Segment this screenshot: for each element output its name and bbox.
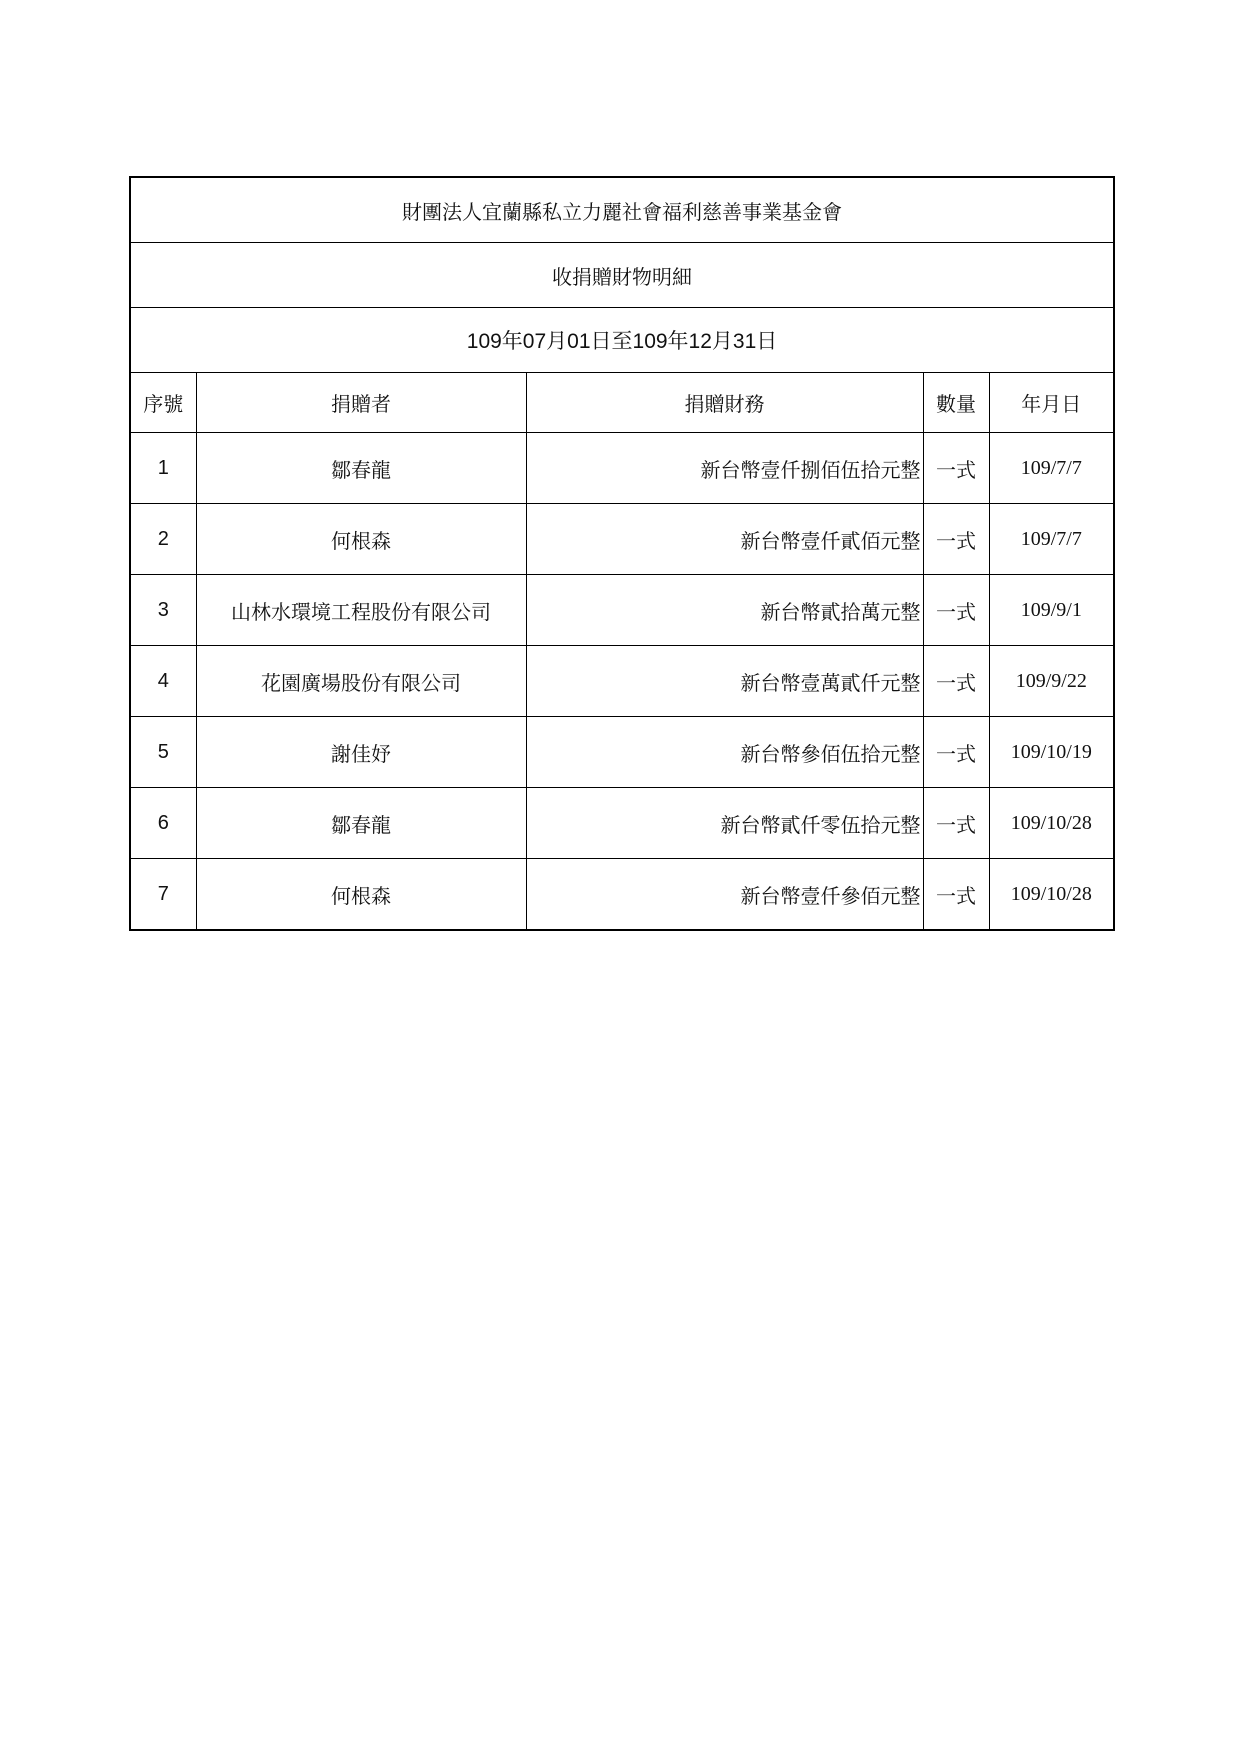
- row-quantity: 一式: [923, 646, 989, 717]
- row-donated-item: 新台幣壹仟貳佰元整: [526, 504, 923, 575]
- table-row: [130, 717, 1114, 788]
- header-donated-item: 捐贈財務: [526, 373, 923, 433]
- row-date: 109/7/7: [989, 433, 1114, 504]
- header-quantity: 數量: [923, 373, 989, 433]
- row-quantity: 一式: [923, 575, 989, 646]
- row-donated-item: 新台幣參佰伍拾元整: [526, 717, 923, 788]
- row-serial-no: 7: [130, 859, 196, 931]
- table-row: [130, 859, 1114, 931]
- organization-name: 財團法人宜蘭縣私立力麗社會福利慈善事業基金會: [130, 177, 1114, 243]
- row-donor: 謝佳妤: [196, 717, 526, 788]
- row-serial-no: 2: [130, 504, 196, 575]
- row-donor: 花園廣場股份有限公司: [196, 646, 526, 717]
- row-serial-no: 3: [130, 575, 196, 646]
- reporting-period: 109年07月01日至109年12月31日: [130, 308, 1114, 373]
- row-serial-no: 1: [130, 433, 196, 504]
- row-quantity: 一式: [923, 433, 989, 504]
- table-header-row: [130, 373, 1114, 433]
- row-donor: 山林水環境工程股份有限公司: [196, 575, 526, 646]
- row-donor: 鄒春龍: [196, 433, 526, 504]
- row-donated-item: 新台幣貳仟零伍拾元整: [526, 788, 923, 859]
- row-quantity: 一式: [923, 859, 989, 931]
- table-row: [130, 575, 1114, 646]
- row-donated-item: 新台幣貳拾萬元整: [526, 575, 923, 646]
- row-date: 109/9/1: [989, 575, 1114, 646]
- table-row: [130, 646, 1114, 717]
- row-quantity: 一式: [923, 717, 989, 788]
- row-serial-no: 4: [130, 646, 196, 717]
- header-serial-no: 序號: [130, 373, 196, 433]
- row-donor: 鄒春龍: [196, 788, 526, 859]
- table-row: [130, 788, 1114, 859]
- row-serial-no: 6: [130, 788, 196, 859]
- row-serial-no: 5: [130, 717, 196, 788]
- row-donor: 何根森: [196, 859, 526, 931]
- row-donated-item: 新台幣壹萬貳仟元整: [526, 646, 923, 717]
- header-date: 年月日: [989, 373, 1114, 433]
- row-donated-item: 新台幣壹仟參佰元整: [526, 859, 923, 931]
- row-date: 109/9/22: [989, 646, 1114, 717]
- document-title: 收捐贈財物明細: [130, 243, 1114, 308]
- row-quantity: 一式: [923, 788, 989, 859]
- donation-table: [129, 176, 1115, 931]
- table-row: [130, 433, 1114, 504]
- row-date: 109/10/28: [989, 859, 1114, 931]
- row-date: 109/10/19: [989, 717, 1114, 788]
- table-row: [130, 504, 1114, 575]
- row-date: 109/7/7: [989, 504, 1114, 575]
- row-quantity: 一式: [923, 504, 989, 575]
- row-date: 109/10/28: [989, 788, 1114, 859]
- header-donor: 捐贈者: [196, 373, 526, 433]
- row-donated-item: 新台幣壹仟捌佰伍拾元整: [526, 433, 923, 504]
- row-donor: 何根森: [196, 504, 526, 575]
